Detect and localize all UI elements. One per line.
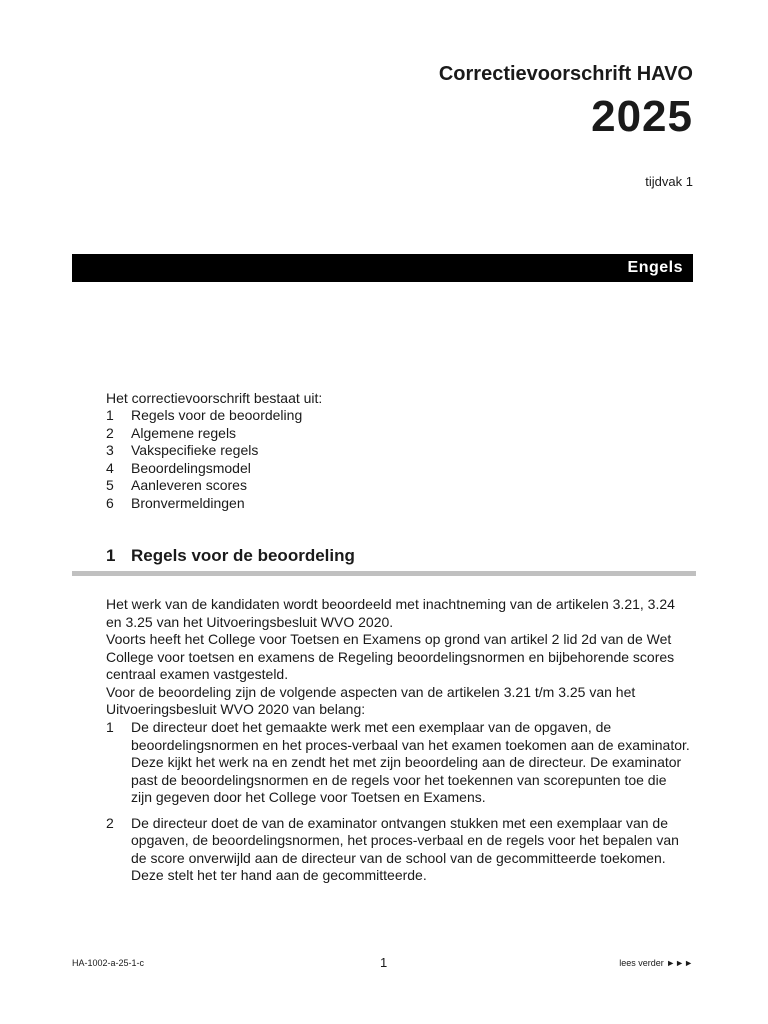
paragraph: Het werk van de kandidaten wordt beoordeeld met inachtneming van de artikelen 3.21, 3.24 en 3.25 van het Uitvoeringsbesluit WVO 2020. — [106, 596, 675, 630]
toc-number: 6 — [106, 494, 114, 511]
table-of-contents — [106, 407, 302, 512]
exam-period: tijdvak 1 — [645, 174, 693, 189]
continue-label: lees verder ►►► — [619, 958, 693, 968]
rule-number: 2 — [106, 814, 114, 831]
toc-number: 5 — [106, 477, 114, 493]
paragraph: Voor de beoordeling zijn de volgende aspecten van de artikelen 3.21 t/m 3.25 van het Uitvoeringsbesluit WVO 2020 van belang: — [106, 683, 636, 717]
toc-number: 1 — [106, 407, 114, 423]
exam-year: 2025 — [591, 92, 693, 141]
toc-label: Beoordelingsmodel — [131, 459, 251, 476]
rule-number: 1 — [106, 719, 114, 735]
toc-number: 2 — [106, 424, 114, 441]
toc-item — [106, 477, 302, 495]
toc-label: Algemene regels — [131, 424, 237, 441]
paragraph: Voorts heeft het College voor Toetsen en Examens op grond van artikel 2 lid 2d van de Wet College voor toetsen en examens de Regeling beoordelingsnormen en bijbehorende scores centraal examen vastgesteld. — [106, 631, 675, 682]
page-number: 1 — [380, 955, 388, 970]
document-code: HA-1002-a-25-1-c — [72, 958, 145, 968]
document-title: Correctievoorschrift HAVO — [438, 63, 693, 85]
section-divider — [72, 571, 696, 576]
toc-label: Regels voor de beoordeling — [131, 407, 303, 423]
rule-item — [106, 719, 691, 807]
rule-item — [106, 815, 691, 885]
toc-label: Vakspecifieke regels — [131, 442, 259, 458]
toc-label: Aanleveren scores — [131, 477, 247, 493]
section-body — [106, 596, 691, 719]
toc-label: Bronvermeldingen — [131, 494, 245, 511]
subject-label: Engels — [627, 259, 683, 276]
toc-item — [106, 460, 302, 478]
toc-item — [106, 495, 302, 513]
toc-item — [106, 407, 302, 425]
section-heading — [106, 546, 355, 566]
section-title: Regels voor de beoordeling — [131, 546, 355, 565]
toc-number: 4 — [106, 459, 114, 476]
numbered-rules — [106, 719, 691, 885]
rule-text: De directeur doet de van de examinator ontvangen stukken met een exemplaar van de opgaven, de beoordelingsnormen, het proces-verbaal en de regels voor het bepalen van de score onverwijld aan de directeur van de school van de gecommitteerde toekomen. Deze stelt het ter hand aan de gecommitteerde. — [131, 814, 679, 883]
rule-text: De directeur doet het gemaakte werk met een exemplaar van de opgaven, de beoordelingsnormen en het proces-verbaal van het examen toekomen aan de examinator. Deze kijkt het werk na en zendt het met zijn beoordeling aan de directeur. De examinator past de beoordelingsnormen en de regels voor het toekennen van scorepunten toe die zijn gegeven door het College voor Toetsen en Examens. — [131, 719, 690, 805]
toc-item — [106, 442, 302, 460]
subject-banner — [72, 254, 693, 282]
toc-number: 3 — [106, 442, 114, 458]
toc-item — [106, 425, 302, 443]
toc-intro: Het correctievoorschrift bestaat uit: — [106, 390, 323, 406]
section-number: 1 — [106, 546, 116, 565]
